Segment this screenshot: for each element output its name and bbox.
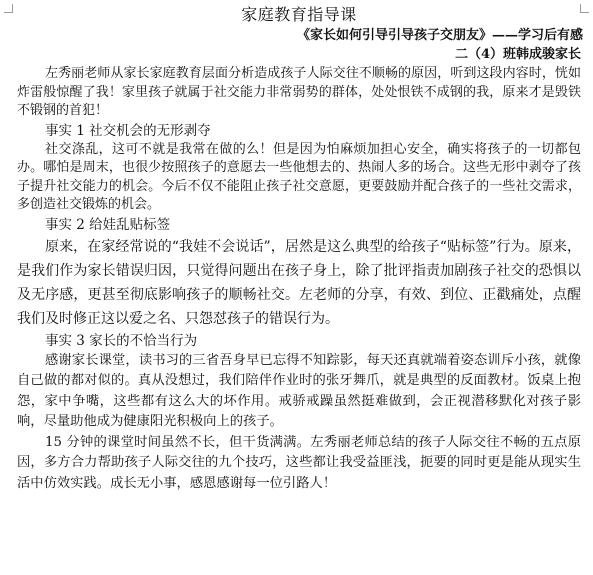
document-subtitle: 《家长如何引导引导孩子交朋友》——学习后有感 — [296, 28, 583, 43]
section-body-2: 原来，在家经常说的“我娃不会说话”，居然是这么典型的给孩子“贴标签”行为。原来，是我们作为家长错误归因，只觉得问题出在孩子身上，除了批评指责加剧孩子社交的恐惧以及无序感，更甚至彻底影响孩子的顺畅社交。左老师的分享，有效、到位、正戳痛处，点醒我们及时修正这以爱之名、只怨怼孩子的错误行为。 — [17, 238, 581, 327]
document-title: 家庭教育指导课 — [241, 5, 357, 24]
section-heading-2: 事实 2 给娃乱贴标签 — [45, 216, 171, 233]
section-body-3: 感谢家长课堂，读书习的三省吾身早已忘得不知踪影，每天还真就端着姿态训斥小孩，就像自己做的都对似的。真从没想过，我们陪伴作业时的张牙舞爪，就是典型的反面教材。饭桌上抱怨，家中争嘴，这些都有这么大的坏作用。戒骄戒躁虽然挺难做到，会正视潜移默化对孩子影响，尽量助他成为健康阳光积极向上的孩子。 — [17, 352, 581, 430]
document-author: 二（4）班韩成骏家长 — [454, 47, 581, 62]
closing-paragraph: 15 分钟的课堂时间虽然不长，但干货满满。左秀丽老师总结的孩子人际交往不畅的五点原因，多方合力帮助孩子人际交往的九个技巧，这些都让我受益匪浅，扼要的同时更是能从现实生活中仿效实践。成长无小事，感恩感谢每一位引路人！ — [17, 434, 581, 492]
page-corner-mark-left — [4, 4, 13, 13]
page-corner-mark-right — [580, 4, 589, 13]
section-heading-3: 事实 3 家长的不恰当行为 — [45, 332, 198, 349]
section-heading-1: 事实 1 社交机会的无形剥夺 — [45, 122, 211, 139]
intro-paragraph: 左秀丽老师从家长家庭教育层面分析造成孩子人际交往不顺畅的原因，听到这段内容时，恍如炸雷般惊醒了我！家里孩子就属于社交能力非常弱势的群体，处处恨铁不成钢的我，原来才是毁铁不锻钢的首犯！ — [17, 66, 581, 118]
section-body-1: 社交涤乱，这可不就是我常在做的么！但是因为怕麻烦加担心安全，确实将孩子的一切都包办。哪怕是周末，也很少按照孩子的意愿去一些他想去的、热闹人多的场合。这些无形中剥夺了孩子提升社交能力的机会。今后不仅不能阻止孩子社交意愿，更要鼓励并配合孩子的一些社交需求，多创造社交锻炼的机会。 — [17, 141, 581, 212]
